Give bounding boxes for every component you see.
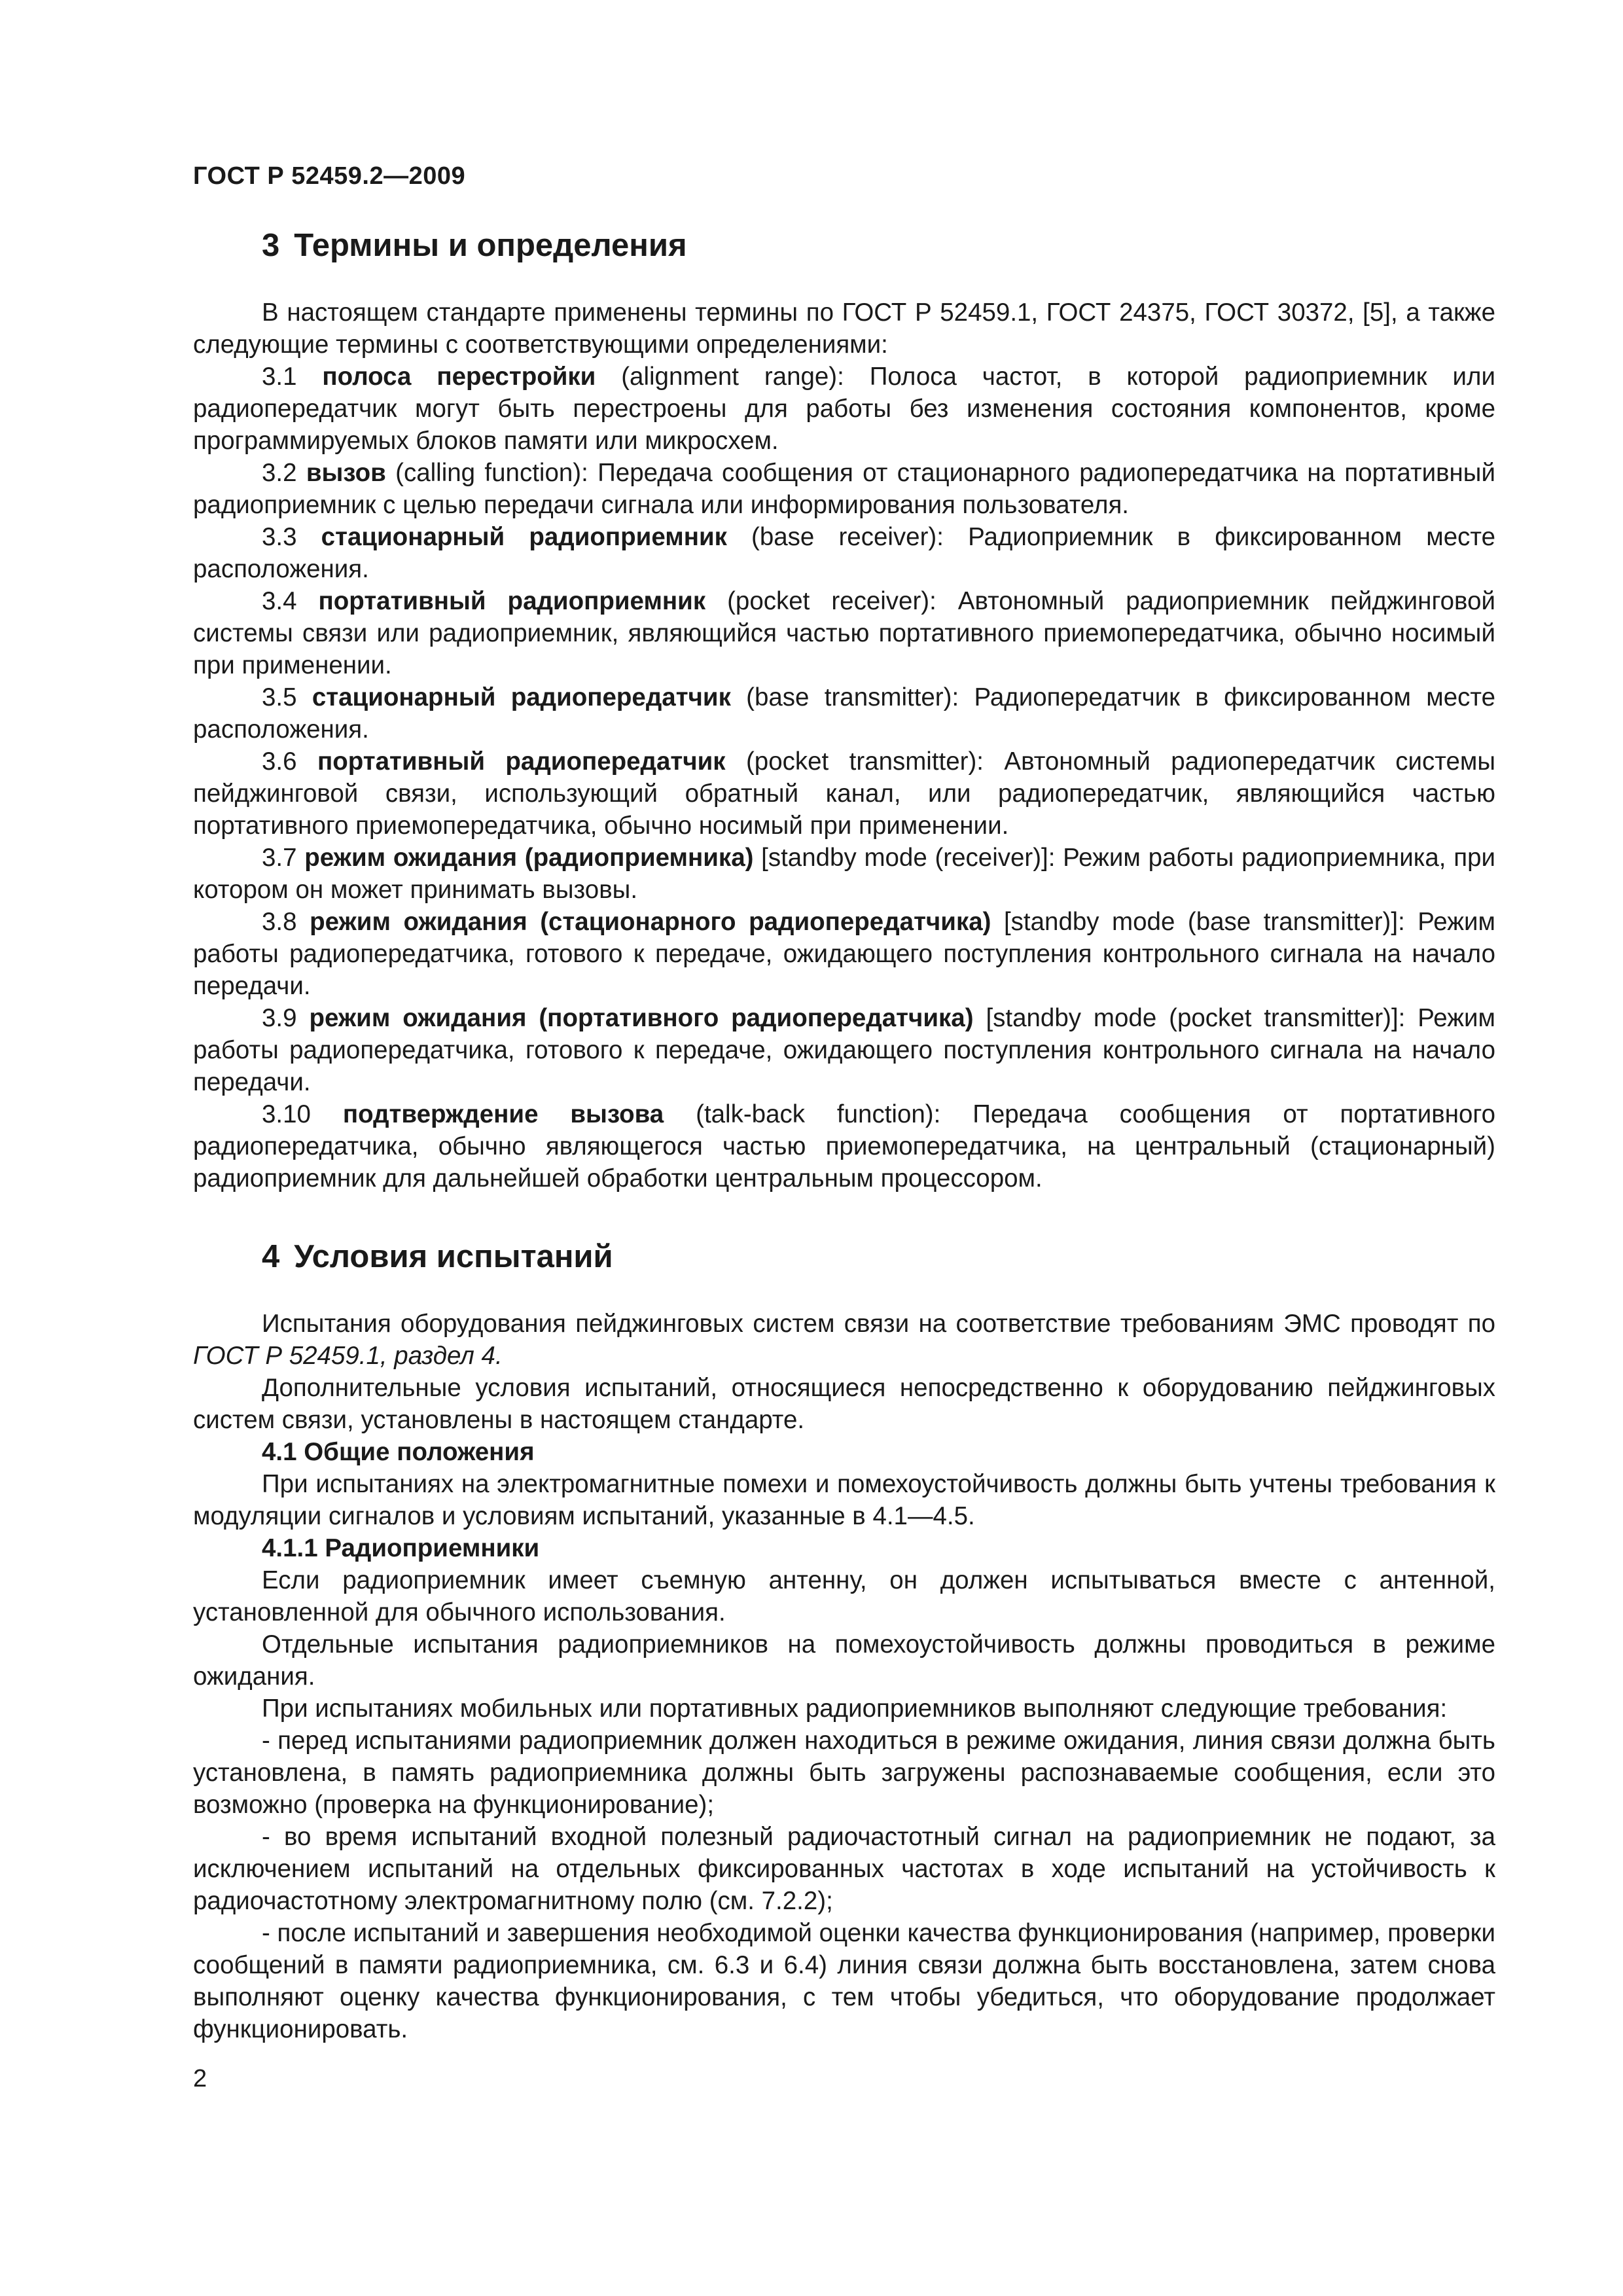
term-name: подтверждение вызова: [342, 1100, 664, 1128]
term-definition: [193, 842, 1495, 906]
term-text: (base transmitter): Радиопередатчик в фиксированном месте расположения.: [193, 683, 1496, 744]
term-text: (talk-back function): Передача сообщения от портативного радиопередатчика, обычно являющегося частью приемопередатчика, на центральный (стационарный) радиоприемник для дальнейшей обработки центральным процессором.: [193, 1100, 1495, 1193]
term-name: режим ожидания (стационарного радиопередатчика): [310, 908, 991, 936]
paragraph: При испытаниях мобильных или портативных радиоприемников выполняют следующие требования:: [262, 1695, 1448, 1723]
term-number: 3.7: [262, 844, 297, 872]
term-definition: [193, 1002, 1495, 1098]
term-text: (pocket receiver): Автономный радиоприемник пейджинговой системы связи или радиоприемник, являющийся частью портативного приемопередатчика, обычно носимый при применении.: [193, 587, 1495, 679]
page-content: [193, 226, 1495, 2045]
paragraph: Отдельные испытания радиоприемников на помехоустойчивость должны проводиться в режиме ожидания.: [193, 1630, 1495, 1691]
term-definition: [193, 906, 1495, 1002]
term-number: 3.10: [262, 1100, 311, 1128]
section-title: Термины и определения: [294, 228, 687, 263]
document-code: ГОСТ Р 52459.2—2009: [193, 162, 466, 190]
term-name: вызов: [306, 459, 386, 487]
section-number: 4: [262, 1239, 280, 1274]
term-definition: [193, 585, 1495, 681]
list-item: - во время испытаний входной полезный радиочастотный сигнал на радиоприемник не подают, за исключением испытаний на отдельных фиксированных частотах в ходе испытаний на устойчивость к радиочастотному электромагнитному полю (см. 7.2.2);: [193, 1823, 1495, 1915]
term-name: режим ожидания (портативного радиопередатчика): [309, 1004, 974, 1032]
term-name: режим ожидания (радиоприемника): [304, 844, 754, 872]
term-text: [standby mode (receiver)]: Режим работы радиоприемника, при котором он может принимать вызовы.: [193, 844, 1495, 904]
page-number: 2: [193, 2065, 207, 2092]
term-number: 3.1: [262, 363, 297, 391]
standard-reference: ГОСТ Р 52459.1, раздел 4.: [193, 1342, 503, 1370]
term-number: 3.6: [262, 747, 297, 776]
paragraph: При испытаниях на электромагнитные помехи и помехоустойчивость должны быть учтены требования к модуляции сигналов и условиям испытаний, указанные в 4.1—4.5.: [193, 1470, 1495, 1530]
term-number: 3.9: [262, 1004, 297, 1032]
section-3-intro: В настоящем стандарте применены термины по ГОСТ Р 52459.1, ГОСТ 24375, ГОСТ 30372, [5], а также следующие термины с соответствующими определениями:: [193, 298, 1495, 359]
paragraph: [193, 1308, 1495, 1372]
term-text: [standby mode (pocket transmitter)]: Режим работы радиопередатчика, готового к передаче, ожидающего поступления контрольного сигнала на начало передачи.: [193, 1004, 1495, 1096]
term-number: 3.4: [262, 587, 297, 615]
subsection-4-1-1-heading: 4.1.1 Радиоприемники: [262, 1534, 540, 1562]
list-item: - после испытаний и завершения необходимой оценки качества функционирования (например, проверки сообщений в памяти радиоприемника, см. 6.3 и 6.4) линия связи должна быть восстановлена, затем снова выполняют оценку качества функционирования, с тем чтобы убедиться, что оборудование продолжает функционировать.: [193, 1919, 1495, 2043]
term-number: 3.3: [262, 523, 297, 551]
term-name: портативный радиопередатчик: [317, 747, 726, 776]
list-item: - перед испытаниями радиоприемник должен находиться в режиме ожидания, линия связи должна быть установлена, в память радиоприемника должны быть загружены распознаваемые сообщения, если это возможно (проверка на функционирование);: [193, 1727, 1495, 1819]
term-definition: [193, 457, 1495, 521]
term-number: 3.5: [262, 683, 297, 711]
section-3-heading: [193, 226, 1495, 265]
section-number: 3: [262, 228, 280, 263]
term-definition: [193, 1098, 1495, 1194]
term-name: полоса перестройки: [322, 363, 596, 391]
term-name: стационарный радиопередатчик: [312, 683, 731, 711]
term-text: (alignment range): Полоса частот, в которой радиоприемник или радиопередатчик могут быть перестроены для работы без изменения состояния компонентов, кроме программируемых блоков памяти или микросхем.: [193, 363, 1495, 455]
section-4-heading: [193, 1237, 1495, 1276]
paragraph: Дополнительные условия испытаний, относящиеся непосредственно к оборудованию пейджинговых систем связи, установлены в настоящем стандарте.: [193, 1374, 1495, 1434]
term-number: 3.2: [262, 459, 297, 487]
term-text: (calling function): Передача сообщения от стационарного радиопередатчика на портативный радиоприемник с целью передачи сигнала или информирования пользователя.: [193, 459, 1495, 519]
subsection-4-1-heading: 4.1 Общие положения: [262, 1438, 535, 1466]
term-definition: [193, 681, 1495, 745]
term-text: (pocket transmitter): Автономный радиопередатчик системы пейджинговой связи, использующий обратный канал, или радиопередатчик, являющийся частью портативного приемопередатчика, обычно носимый при применении.: [193, 747, 1495, 840]
paragraph-text: Испытания оборудования пейджинговых систем связи на соответствие требованиям ЭМС проводят по: [262, 1310, 1495, 1338]
paragraph: Если радиоприемник имеет съемную антенну, он должен испытываться вместе с антенной, установленной для обычного использования.: [193, 1566, 1495, 1626]
term-name: портативный радиоприемник: [318, 587, 706, 615]
term-definition: [193, 745, 1495, 842]
term-definition: [193, 361, 1495, 457]
term-name: стационарный радиоприемник: [321, 523, 727, 551]
term-text: (base receiver): Радиоприемник в фиксированном месте расположения.: [193, 523, 1495, 583]
term-text: [standby mode (base transmitter)]: Режим работы радиопередатчика, готового к передаче, ожидающего поступления контрольного сигнала на начало передачи.: [193, 908, 1495, 1000]
term-number: 3.8: [262, 908, 297, 936]
term-definition: [193, 521, 1495, 585]
section-title: Условия испытаний: [294, 1239, 613, 1274]
